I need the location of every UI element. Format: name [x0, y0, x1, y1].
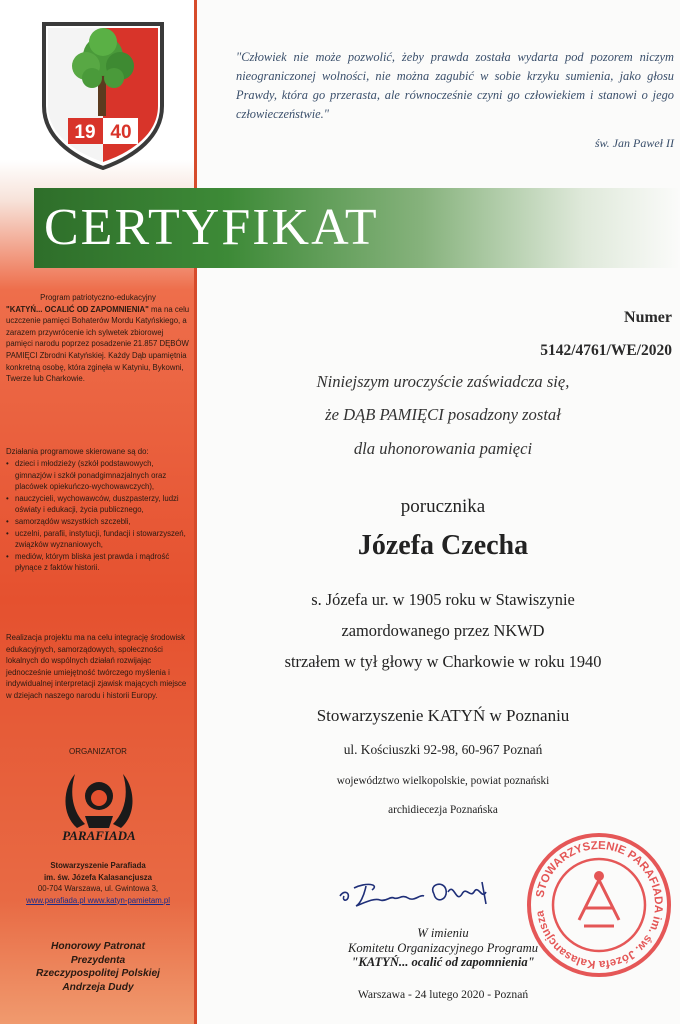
sidebar-target-list	[6, 458, 190, 574]
intro-body: ma na celu uczczenie pamięci Bohaterów Mordu Katyńskiego, a zarazem przywrócenie ich sylwetek zbiorowej pamięci narodu poprzez posadzenie 21.857 DĘBÓW PAMIĘCI Zbrodni Katyńskiej. Każdy Dąb upamiętnia konkretną osobę, która zginęła w Katyniu, Bykowni, Twerze lub Charkowie.	[6, 304, 190, 384]
list-item: • uczelni, parafii, instytucji, fundacji i stowarzyszeń, związków wyznaniowych,	[6, 528, 190, 551]
sign-line: "KATYŃ... ocalić od zapomnienia"	[351, 955, 535, 969]
list-item: • dzieci i młodzieży (szkół podstawowych, gimnazjów i szkół ponadgimnazjalnych oraz placówek opiekuńczo-wychowawczych),	[6, 458, 190, 493]
org-patron-name: im. św. Józefa Kalasancjusza	[43, 872, 153, 882]
association-name: Stowarzyszenie KATYŃ w Poznaniu	[316, 706, 570, 725]
sign-line: W imieniu	[417, 926, 469, 940]
org-name: Stowarzyszenie Parafiada	[50, 861, 146, 870]
intro-line: że DĄB PAMIĘCI posadzony został	[325, 405, 561, 424]
sidebar-intro	[6, 292, 190, 385]
intro-program-name: "KATYŃ... OCALIĆ OD ZAPOMNIENIA"	[6, 304, 149, 314]
organizer-info	[6, 860, 190, 906]
signature-block	[206, 926, 680, 970]
org-logo-text: PARAFIADA	[62, 828, 136, 843]
stamp-emblem-icon	[579, 871, 619, 926]
stamp-ring-text: STOWARZYSZENIE PARAFIADA im. św. Józefa Kalasancjusza	[534, 839, 665, 971]
parafiada-logo	[55, 766, 143, 852]
intro-line: dla uhonorowania pamięci	[353, 439, 533, 458]
intro-line: Niniejszym uroczyście zaświadcza się,	[316, 372, 570, 391]
honoree-name: Józefa Czecha	[357, 530, 529, 561]
rank: porucznika	[400, 496, 486, 517]
list-item: • samorządów wszystkich szczebli,	[6, 516, 190, 528]
list-item: • mediów, którym bliska jest prawda i mądrość płynące z faktów historii.	[6, 551, 190, 574]
certificate-number: 5142/4761/WE/2020	[540, 342, 672, 359]
diocese: archidiecezja Poznańska	[388, 804, 498, 816]
handwritten-signature	[336, 874, 496, 914]
association-address: ul. Kościuszki 92-98, 60-967 Poznań	[343, 742, 543, 757]
patron-line: Honorowy Patronat	[51, 941, 145, 952]
issue-date: Warszawa - 24 lutego 2020 - Poznań	[357, 988, 529, 1001]
bio-line: strzałem w tył głowy w Charkowie w roku 1940	[284, 652, 602, 671]
number-label: Numer	[624, 309, 672, 326]
patron-line: Andrzeja Dudy	[62, 981, 134, 993]
katyn-shield-emblem	[40, 20, 166, 170]
sidebar-realization: Realizacja projektu ma na celu integrację środowisk edukacyjnych, samorządowych, społeczności lokalnych do wspólnych działań rozwijając jednocześnie umiejętność twórczego myślenia i indywidualnej interpretacji zjawisk mających miejsce w dziejach naszego narodu i historii Europy.	[6, 633, 187, 700]
honorary-patronage	[6, 940, 190, 994]
sidebar-list-title: Działania programowe skierowane są do:	[6, 447, 149, 456]
patron-line: Rzeczypospolitej Polskiej	[36, 968, 160, 980]
emblem-year-right: 40	[110, 122, 132, 143]
certificate-title: CERTYFIKAT	[44, 199, 379, 256]
list-item: • nauczycieli, wychowawców, duszpasterzy, ludzi oświaty i edukacji, życia publicznego,	[6, 493, 190, 516]
bio-line: s. Józefa ur. w 1905 roku w Stawiszynie	[311, 590, 575, 609]
org-website-links[interactable]: www.parafiada.pl www.katyn-pamietam.pl	[26, 895, 170, 905]
bio-line: zamordowanego przez NKWD	[341, 621, 545, 640]
patron-line: Prezydenta	[70, 954, 126, 966]
organizer-label: ORGANIZATOR	[69, 747, 127, 756]
region: województwo wielkopolskie, powiat poznański	[336, 775, 550, 787]
quote-text: "Człowiek nie może pozwolić, żeby prawda została wydarta pod pozorem niczym nieograniczonej wolności, nie można zagubić w sobie krzyku sumienia, jako głosu Prawdy, która go przerasta, ale równocześnie czyni go człowiekiem i stanowi o jego człowieczeństwie."	[236, 50, 674, 121]
emblem-year-left: 19	[74, 122, 96, 143]
sidebar-divider	[194, 0, 197, 1024]
intro-pre: Program patriotyczno-edukacyjny	[40, 293, 156, 302]
quote-author: św. Jan Paweł II	[594, 136, 674, 150]
org-address: 00-704 Warszawa, ul. Gwintowa 3,	[37, 884, 159, 893]
sign-line: Komitetu Organizacyjnego Programu	[347, 940, 539, 955]
